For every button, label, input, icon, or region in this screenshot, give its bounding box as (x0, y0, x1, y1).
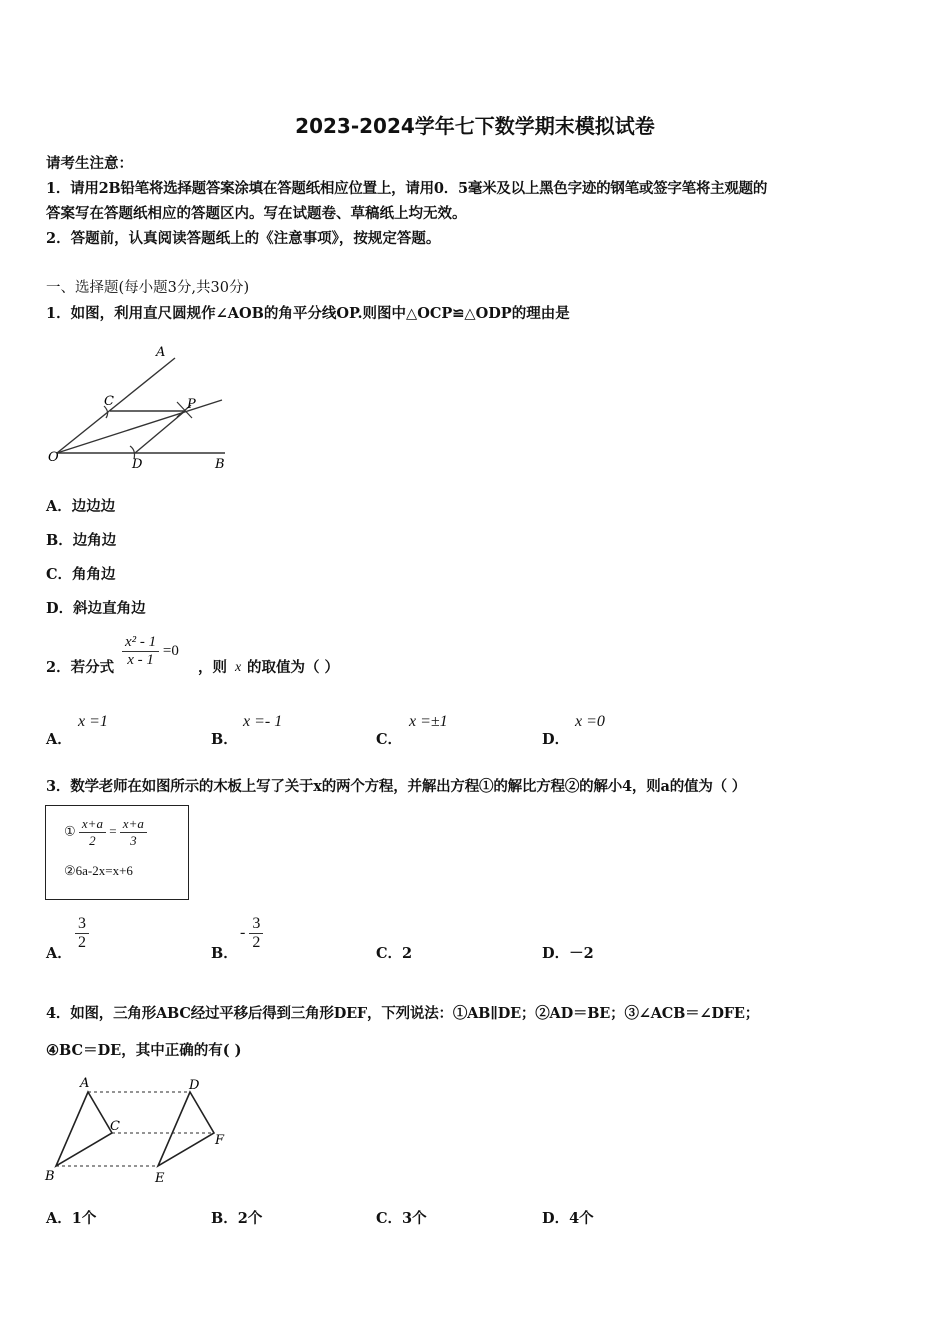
q1-angle-figure (40, 338, 240, 478)
label-c: C (104, 394, 114, 409)
q2-option-a-letter[interactable]: A． (46, 731, 72, 748)
q4-stem: 4．如图，三角形ABC经过平移后得到三角形DEF，下列说法：①AB∥DE；②AD＝BE；③∠ACB＝∠DFE； (46, 1005, 760, 1022)
notice-heading: 请考生注意： (46, 155, 133, 172)
q2-fraction (122, 634, 179, 669)
q3-eq1-left-den: 2 (89, 833, 96, 848)
notice-line-1b: 答案写在答题纸相应的答题区内。写在试题卷、草稿纸上均无效。 (46, 205, 467, 222)
q3-eq1-equals: = (109, 823, 117, 839)
q3-stem: 3．数学老师在如图所示的木板上写了关于x的两个方程，并解出方程①的解比方程②的解小4，则a的值为（ ） (46, 778, 747, 795)
q2-option-c-letter[interactable]: C． (376, 731, 403, 748)
q3-eq1-right-num: x+a (120, 816, 147, 833)
q4-option-d[interactable]: D．4个 (542, 1210, 594, 1227)
page-title: 2023-2024学年七下数学期末模拟试卷 (295, 114, 655, 138)
q3-option-d[interactable]: D．－2 (542, 945, 594, 962)
q3-option-b-letter[interactable]: B． (211, 945, 238, 962)
section-heading: 一、选择题(每小题3分,共30分) (46, 280, 250, 296)
q2-numerator: x² - 1 (122, 634, 159, 652)
q3-equation-2: ②6a-2x=x+6 (64, 863, 133, 878)
q4-stem-2: ④BC＝DE，其中正确的有( ) (46, 1042, 242, 1059)
label-b: B (45, 1169, 55, 1184)
q3-option-a-value[interactable] (75, 915, 89, 952)
q3-eq1-right-den: 3 (130, 833, 137, 848)
q4-option-b[interactable]: B．2个 (211, 1210, 263, 1227)
q2-option-d-letter[interactable]: D． (542, 731, 570, 748)
q1-stem: 1．如图，利用直尺圆规作∠AOB的角平分线OP.则图中△OCP≌△ODP的理由是 (46, 305, 570, 322)
label-d: D (189, 1078, 200, 1093)
label-o: O (48, 450, 59, 465)
label-c: C (110, 1119, 120, 1134)
q3-board (45, 805, 189, 900)
ray-oa (57, 358, 175, 453)
q3-eq1-mark: ① (64, 823, 76, 839)
label-d: D (132, 457, 143, 472)
q4-translation-figure (40, 1070, 240, 1190)
q2-option-b-value[interactable]: x =- 1 (243, 713, 283, 730)
q2-option-c-value[interactable]: x =±1 (409, 713, 448, 730)
q2-equals-zero: =0 (162, 642, 179, 659)
q3-eq1-left-num: x+a (79, 816, 106, 833)
q3-option-b-den: 2 (252, 934, 261, 951)
label-f: F (215, 1133, 225, 1148)
label-e: E (155, 1171, 165, 1186)
label-b: B (215, 457, 225, 472)
triangle-abc (56, 1092, 112, 1166)
notice-line-1: 1．请用2B铅笔将选择题答案涂填在答题纸相应位置上，请用0．5毫米及以上黑色字迹的钢笔或签字笔将主观题的 (46, 180, 768, 197)
q2-option-b-letter[interactable]: B． (211, 731, 238, 748)
q1-option-a[interactable]: A．边边边 (46, 498, 116, 515)
q3-option-a-den: 2 (78, 934, 86, 951)
q4-option-c[interactable]: C．3个 (376, 1210, 427, 1227)
q2-option-d-value[interactable]: x =0 (575, 713, 605, 730)
q2-mid: ，则 (198, 659, 227, 676)
q2-denominator: x - 1 (127, 652, 154, 668)
q2-suffix: 的取值为（ ） (247, 659, 340, 676)
q1-option-d[interactable]: D．斜边直角边 (46, 600, 146, 617)
q2-prefix: 2．若分式 (46, 659, 115, 676)
triangle-def (158, 1092, 214, 1166)
q2-var: x (235, 660, 242, 675)
q3-option-a-letter[interactable]: A． (46, 945, 72, 962)
ray-op (57, 400, 222, 453)
notice-line-2: 2．答题前，认真阅读答题纸上的《注意事项》，按规定答题。 (46, 230, 441, 247)
q1-option-c[interactable]: C．角角边 (46, 566, 116, 583)
q3-equation-1 (64, 816, 147, 849)
q3-option-c[interactable]: C．2 (376, 945, 413, 962)
label-a: A (80, 1076, 90, 1091)
label-a: A (156, 345, 166, 360)
q3-option-b-sign: - (240, 924, 246, 942)
label-p: P (187, 397, 196, 412)
q1-option-b[interactable]: B．边角边 (46, 532, 117, 549)
q3-option-b-value[interactable] (240, 915, 263, 952)
q2-option-a-value[interactable]: x =1 (78, 713, 108, 730)
q3-option-b-num: 3 (249, 915, 263, 934)
q4-option-a[interactable]: A．1个 (46, 1210, 97, 1227)
q3-option-a-num: 3 (75, 915, 89, 934)
